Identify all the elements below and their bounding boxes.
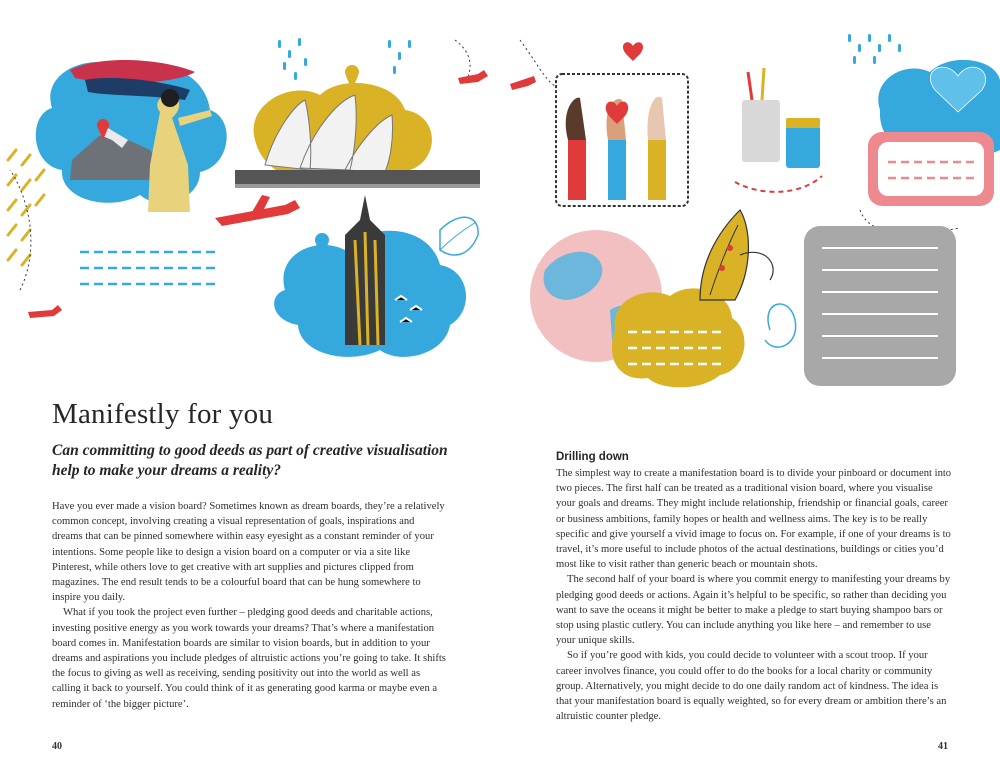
grey-note-card — [804, 226, 956, 386]
section-subheading: Drilling down — [556, 451, 629, 463]
cups-collage — [735, 68, 822, 192]
airplane-icon — [28, 305, 62, 318]
globe-collage — [530, 210, 796, 387]
yellow-dashes — [8, 150, 44, 265]
page-number-right: 41 — [938, 741, 948, 752]
body-paragraph: The second half of your board is where you commit energy to manifesting your dreams by pledging good deeds or actions. Again it’s helpful to be specific, so rather than deciding you want to save the oceans it might be better to make a pledge to start buying shampoo bars or stop using plastic cutlery. You can include anything you like here – and remember to use your unique skills. — [556, 574, 951, 647]
article-title: Manifestly for you — [52, 398, 274, 430]
rain-drops — [848, 34, 901, 64]
airplane-icon — [510, 76, 536, 90]
blue-dash-lines — [80, 252, 215, 284]
leaf-doodle — [440, 217, 478, 255]
dotted-flight-path — [735, 176, 822, 192]
page-number-left: 40 — [52, 741, 62, 752]
heart-cloud-collage — [860, 60, 1000, 234]
article-standfirst: Can committing to good deeds as part of creative visualisation help to make your dreams a reality? — [52, 442, 448, 479]
airplane-icon — [458, 70, 488, 84]
body-paragraph: What if you took the project even further – pledging good deeds and charitable actions, investing positive energy as you work towards your dreams? That’s where a manifestation board comes in. Manifestation boards are similar to vision boards, but in addition to your dreams and aspirations you include pledges of altruistic actions you’re going to take. It shifts the focus to giving as well as receiving, sending positivity out into the world as well as calling it back to yourself. You could think of it as generating good karma or maybe even a reminder of ‘the bigger picture’. — [52, 607, 446, 710]
yellow-cloud — [612, 288, 745, 387]
new-york-collage — [274, 195, 478, 357]
swirl-doodle — [765, 304, 796, 347]
hands-collage — [510, 40, 688, 206]
dotted-flight-path — [455, 40, 470, 78]
rain-drops — [278, 38, 411, 80]
body-paragraph: So if you’re good with kids, you could decide to volunteer with a scout troop. If your career involves finance, you could offer to do the books for a local charity or community group. Alternatively, you might decide to do one daily random act of kindness. The idea is that your manifestation board is equally weighted, so for every dream or ambition there’s an altruistic counter pledge. — [556, 650, 947, 723]
japan-collage — [8, 60, 227, 318]
heart-icon — [623, 42, 643, 61]
body-paragraph: The simplest way to create a manifestation board is to divide your pinboard or document into two pieces. The first half can be treated as a traditional vision board, where you visualise your goals and dreams. They might include relationship, friendship or financial goals, career or business ambitions, family hopes or health and wellness aims. The key is to be really specific and give yourself a vivid image to focus on. For example, if one of your dreams is to travel, it’s more useful to include photos of the actual destinations, buildings or cities you’d most like to visit rather than generic beach or mountain shots. — [556, 468, 952, 571]
sydney-collage — [235, 65, 480, 188]
right-column — [556, 450, 952, 724]
body-paragraph: Have you ever made a vision board? Sometimes known as dream boards, they’re a relatively common concept, involving creating a visual representation of goals, inspirations and dreams that can be pinned somewhere within easy eyesight as a constant reminder of your intentions. Some people like to design a vision board on a computer or via a site like Pinterest, while others love to get creative with art supplies and pictures clipped from magazines. The end result tends to be a colourful board that can be hung somewhere to inspire you daily. — [52, 501, 445, 604]
left-column — [52, 499, 447, 712]
